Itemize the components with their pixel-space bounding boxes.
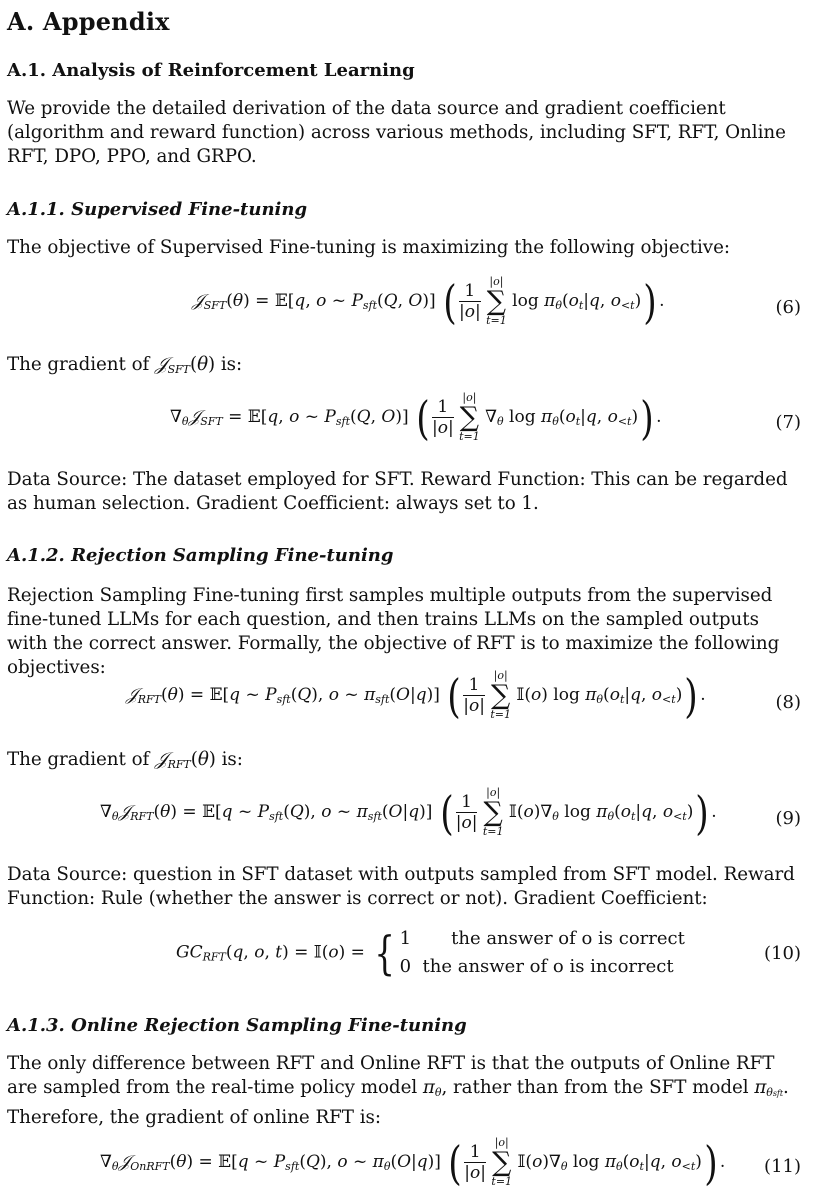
online-rft-paragraph-1: The only difference between RFT and Online RFT is that the outputs of Online RFT are sampled from the real-time policy model $\pi_\theta$, rather than from the SFT model $\pi_{\theta sft}$. Therefore, the gradient of online RFT is: <box>7 1053 789 1128</box>
equation-10: $GC_{RFT}(q$, o, t) = 𝕀(o) = { 1 the answer of o is correct 0 the answer of o is incorrect <box>176 926 685 980</box>
online-rft-heading: A.1.3. Online Rejection Sampling Fine-tuning <box>7 1015 467 1036</box>
online-rft-text-a: The only difference between RFT and Online RFT is that the outputs of Online RFT are sampled from the real-time policy model <box>7 1053 775 1098</box>
equation-6: 𝒥$_{SFT}$(θ) = 𝔼[q, o ~ $P_{sft}(Q$, O)] ( $\frac{1}{|o|}$ |o| ∑ t=1 $\log \pi_\theta(o_t|q$, $o_{<t}$)) . <box>192 274 665 329</box>
rft-paragraph-3: Data Source: question in SFT dataset with outputs sampled from SFT model. Reward Function: Rule (whether the answer is correct or not). Gradient Coefficient: <box>7 864 795 909</box>
case-correct: the answer of o is correct <box>451 928 685 949</box>
rft-heading: A.1.2. Rejection Sampling Fine-tuning <box>7 545 394 566</box>
rft-paragraph-1: Rejection Sampling Fine-tuning first samples multiple outputs from the supervised fine-tuned LLMs for each question, and then trains LLMs on the sampled outputs with the correct answer. Formally, the objective of RFT is to maximize the following objectives: <box>7 585 780 678</box>
online-rft-text-c: . Therefore, the gradient of online RFT is: <box>7 1077 789 1128</box>
sft-heading: A.1.1. Supervised Fine-tuning <box>7 199 308 220</box>
equation-9-number: (9) <box>775 808 801 829</box>
equation-11: $\nabla_\theta 𝒥_{OnRFT}(\theta)$ = 𝔼[q ~ $P_{sft}(Q)$, o ~ $\pi_\theta(O|q)$] ( $\frac{1}{|o|}$ |o| ∑ t=1 $𝕀(o)\nabla_\theta$ $\log \pi_\theta(o_t|q$, $o_{<t}$)) . <box>100 1135 726 1190</box>
rft-gradient-intro: The gradient of <box>7 749 150 770</box>
equation-11-number: (11) <box>764 1156 801 1177</box>
equation-7-number: (7) <box>775 412 801 433</box>
equation-7: $\nabla_\theta 𝒥_{SFT}$ = 𝔼[q, o ~ $P_{sft}(Q$, O)] ( $\frac{1}{|o|}$ |o| ∑ t=1 $\nabla_\theta$ $\log \pi_\theta(o_t|q$, $o_{<t}$)) . <box>170 390 662 445</box>
sft-paragraph-2: The gradient of 𝒥$_{SFT}$(θ) is: <box>7 354 243 376</box>
section-title: A. Appendix <box>7 7 170 36</box>
equation-8-number: (8) <box>775 692 801 713</box>
online-rft-text-b: , rather than from the SFT model <box>441 1077 749 1098</box>
sft-paragraph-1: The objective of Supervised Fine-tuning is maximizing the following objective: <box>7 237 730 258</box>
intro-paragraph: We provide the detailed derivation of the data source and gradient coefficient (algorithm and reward function) across various methods, including SFT, RFT, Online RFT, DPO, PPO, and GRPO. <box>7 98 786 167</box>
equation-8: 𝒥$_{RFT}$(θ) = 𝔼[q ~ $P_{sft}(Q)$, o ~ $\pi_{sft}(O|q)$] ( $\frac{1}{|o|}$ |o| ∑ t=1 𝕀(o) $\log \pi_\theta(o_t|q$, $o_{<t}$)) . <box>126 668 706 723</box>
subsection-title: A.1. Analysis of Reinforcement Learning <box>7 60 415 81</box>
equation-6-number: (6) <box>775 297 801 318</box>
sft-gradient-intro: The gradient of <box>7 354 150 375</box>
case-incorrect: the answer of o is incorrect <box>422 956 674 977</box>
equation-9: $\nabla_\theta 𝒥_{RFT}(\theta)$ = 𝔼[q ~ $P_{sft}(Q)$, o ~ $\pi_{sft}(O|q)$] ( $\frac{1}{|o|}$ |o| ∑ t=1 $𝕀(o)\nabla_\theta$ $\log \pi_\theta(o_t|q$, $o_{<t}$)) . <box>100 785 717 840</box>
rft-paragraph-2: The gradient of 𝒥$_{RFT}$(θ) is: <box>7 749 243 771</box>
equation-10-number: (10) <box>764 943 801 964</box>
sft-paragraph-3: Data Source: The dataset employed for SFT. Reward Function: This can be regarded as human selection. Gradient Coefficient: always set to 1. <box>7 469 788 514</box>
